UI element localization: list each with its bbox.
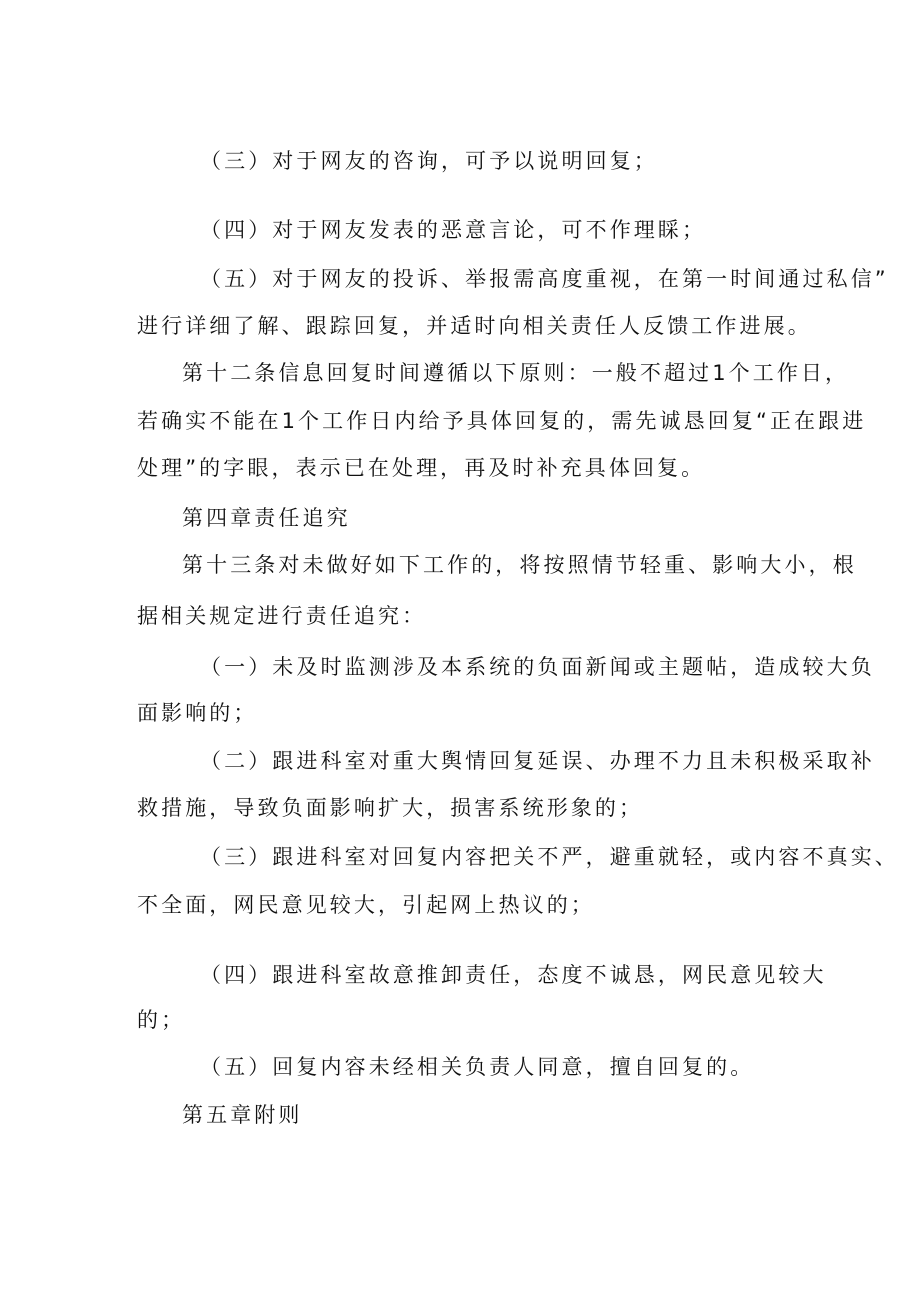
article-twelve-line1: 第十二条信息回复时间遵循以下原则：一般不超过1个工作日， <box>182 361 850 385</box>
item-five-complaint-line1: （五）对于网友的投诉、举报需高度重视，在第一时间通过私信” <box>200 267 889 291</box>
sub-item-three-line2: 不全面，网民意见较大，引起网上热议的； <box>137 893 595 917</box>
article-thirteen-line2: 据相关规定进行责任追究： <box>137 604 427 628</box>
sub-item-three-line1: （三）跟进科室对回复内容把关不严，避重就轻，或内容不真实、 <box>200 845 899 869</box>
sub-item-one-line1: （一）未及时监测涉及本系统的负面新闻或主题帖，造成较大负 <box>200 655 875 679</box>
sub-item-four-line2: 的； <box>137 1008 186 1032</box>
sub-item-two-line2: 救措施，导致负面影响扩大，损害系统形象的； <box>137 796 644 820</box>
article-twelve-line2: 若确实不能在1个工作日内给予具体回复的，需先诚恳回复“正在跟进 <box>137 409 867 433</box>
item-three-consult: （三）对于网友的咨询，可予以说明回复； <box>200 149 658 173</box>
chapter-five-heading: 第五章附则 <box>182 1103 303 1127</box>
sub-item-five: （五）回复内容未经相关负责人同意，擅自回复的。 <box>200 1055 755 1079</box>
item-five-complaint-line2: 进行详细了解、跟踪回复，并适时向相关责任人反馈工作进展。 <box>137 314 812 338</box>
sub-item-one-line2: 面影响的； <box>137 701 258 725</box>
chapter-four-heading: 第四章责任追究 <box>182 506 351 530</box>
sub-item-four-line1: （四）跟进科室故意推卸责任，态度不诚恳，网民意见较大 <box>200 963 827 987</box>
article-twelve-line3: 处理”的字眼，表示已在处理，再及时补充具体回复。 <box>137 456 706 480</box>
item-four-malicious: （四）对于网友发表的恶意言论，可不作理睬； <box>200 218 707 242</box>
article-thirteen-line1: 第十三条对未做好如下工作的，将按照情节轻重、影响大小，根 <box>182 553 857 577</box>
sub-item-two-line1: （二）跟进科室对重大舆情回复延误、办理不力且未积极采取补 <box>200 749 875 773</box>
